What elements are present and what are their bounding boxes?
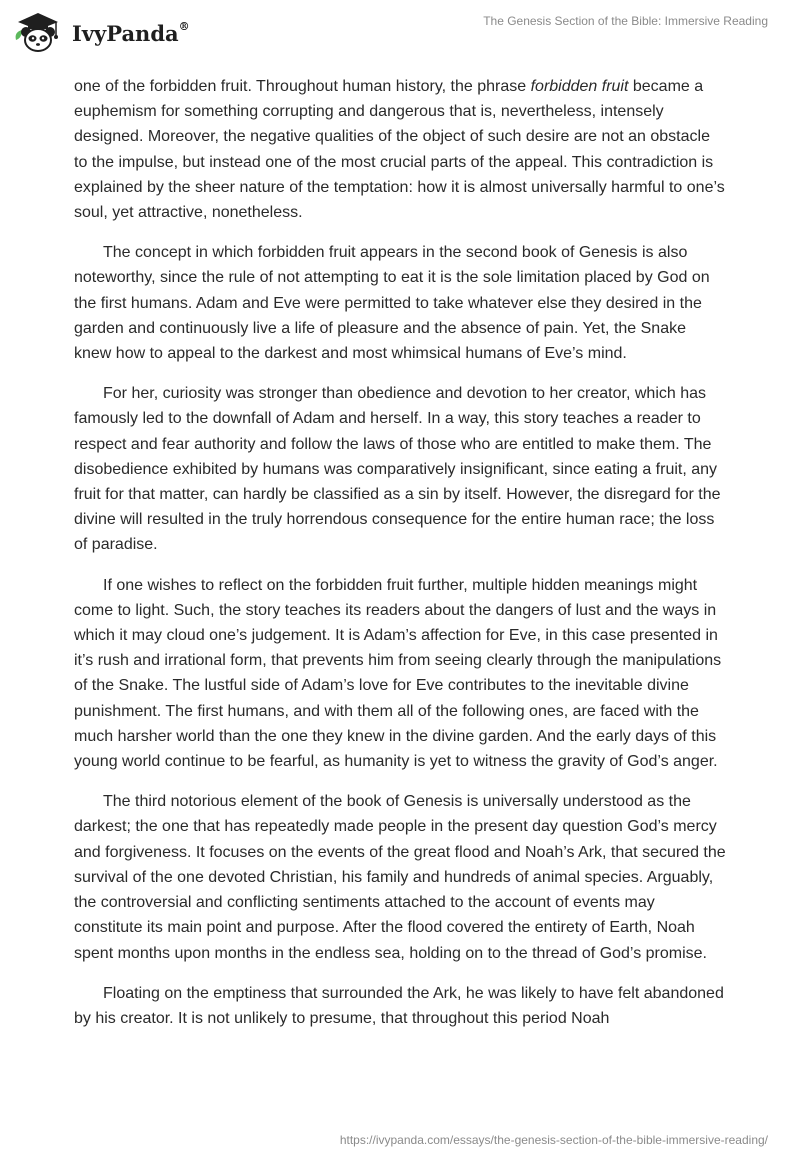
paragraph: The third notorious element of the book of Genesis is universally understood as the darkest; the one that has repeatedly made people in the present day question God’s mercy and forgiveness. It focuses on the events of the great flood and Noah’s Ark, that secured the survival of the one devoted Christian, his family and hundreds of animal species. Arguably, the controversial and conflicting sentiments attached to the account of events may constitute its main point and purpose. After the flood covered the entirety of Earth, Noah spent months upon months in the endless sea, holding on to the thread of God’s promise. xyxy=(74,793,726,962)
brand-logo[interactable] xyxy=(14,10,190,54)
brand-name: IvyPanda® xyxy=(72,19,190,46)
essay-body xyxy=(74,74,726,1046)
emphasis-text: forbidden fruit xyxy=(530,78,629,95)
paragraph: one of the forbidden fruit. Throughout human history, the phrase forbidden fruit became a euphemism for something corrupting and dangerous that is, nevertheless, intensely designed. Moreover, the negative qualities of the object of such desire are not an obstacle to the impulse, but instead one of the most crucial parts of the appeal. This contradiction is explained by the sheer nature of the temptation: how it is almost universally harmful to one’s soul, yet attractive, nonetheless. xyxy=(74,78,725,222)
page-header xyxy=(0,0,800,60)
source-url[interactable]: https://ivypanda.com/essays/the-genesis-section-of-the-bible-immersive-reading/ xyxy=(339,1133,768,1147)
document-title: The Genesis Section of the Bible: Immersive Reading xyxy=(483,14,768,28)
paragraph: Floating on the emptiness that surrounded the Ark, he was likely to have felt abandoned by his creator. It is not unlikely to presume, that throughout this period Noah xyxy=(74,984,724,1027)
paragraph: For her, curiosity was stronger than obedience and devotion to her creator, which has famously led to the downfall of Adam and herself. In a way, this story teaches a reader to respect and fear authority and follow the laws of those who are entitled to make them. The disobedience exhibited by humans was comparatively insignificant, since eating a fruit, any fruit for that matter, can hardly be classified as a sin by itself. However, the disregard for the divine will resulted in the truly horrendous consequence for the entire human race; the loss of paradise. xyxy=(74,385,721,554)
paragraph: If one wishes to reflect on the forbidden fruit further, multiple hidden meanings might come to light. Such, the story teaches its readers about the dangers of lust and the ways in which it may cloud one’s judgement. It is Adam’s affection for Eve, in this case presented in it’s rush and irrational form, that prevents him from seeing clearly through the manipulations of the Snake. The lustful side of Adam’s love for Eve contributes to the inevitable divine punishment. The first humans, and with them all of the following ones, are faced with the much harsher world than the one they knew in the divine garden. And the early days of this young world continue to be fearful, as humanity is yet to witness the gravity of God’s anger. xyxy=(74,576,722,771)
paragraph: The concept in which forbidden fruit appears in the second book of Genesis is also noteworthy, since the rule of not attempting to eat it is the sole limitation placed by God on the first humans. Adam and Eve were permitted to take whatever else they desired in the garden and continuously live a life of pleasure and the absence of pain. Yet, the Snake knew how to appeal to the darkest and most whimsical humans of Eve’s mind. xyxy=(74,244,710,363)
panda-graduation-cap-icon xyxy=(14,10,66,54)
